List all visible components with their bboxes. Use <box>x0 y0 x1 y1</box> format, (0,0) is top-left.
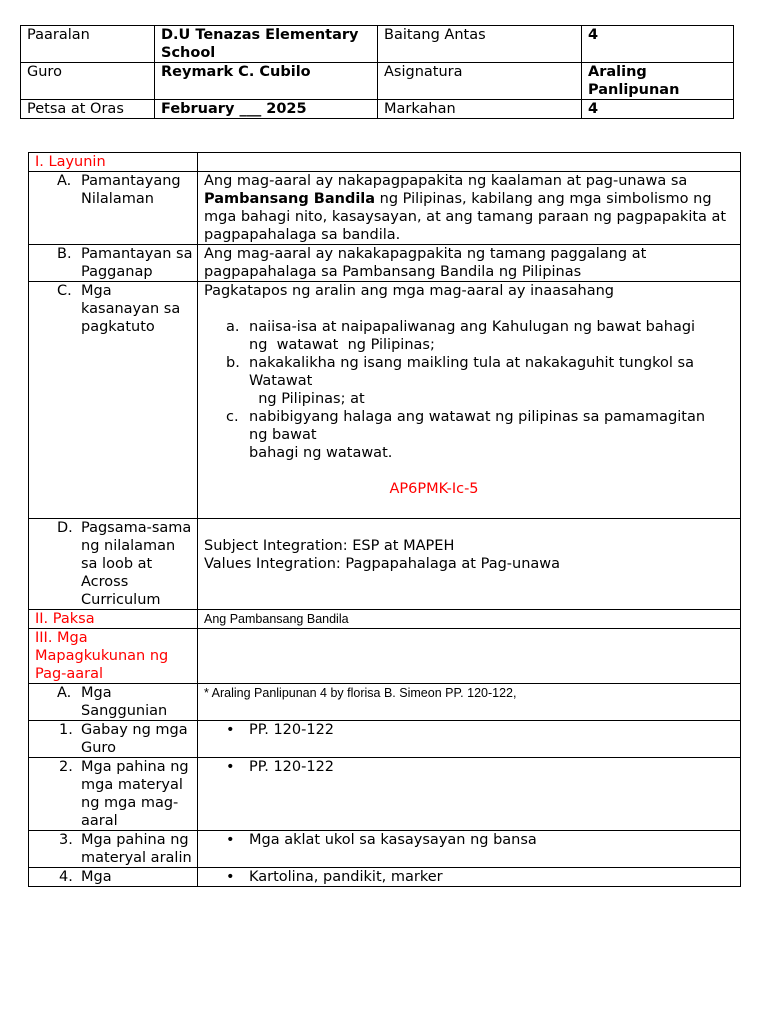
materyal-mag-aaral-label-cell <box>29 758 198 831</box>
pamantayan-pagganap-text: Ang mag-aaral ay nakakapagpakita ng tamang paggalang at pagpapahalaga sa Pambansang Bandila ng Pilipinas <box>198 245 741 282</box>
competency-code: AP6PMK-Ic-5 <box>389 481 479 497</box>
pambansang-bandila-bold: Pambansang Bandila <box>204 191 376 207</box>
guro-label: Guro <box>21 63 155 100</box>
kagamitan-empty-cell <box>198 629 741 684</box>
kasanayan-row <box>29 282 741 519</box>
pamantayan-pagganap-label: Pamantayan sa Pagganap <box>81 246 193 280</box>
objective-line: ng watawat ng Pilipinas; <box>249 337 435 353</box>
integration-label: Pagsama-sama ng nilalaman sa loob at Across Curriculum <box>81 520 192 608</box>
kasanayan-label-cell <box>29 282 198 519</box>
paaralan-value: D.U Tenazas Elementary School <box>155 26 378 63</box>
materyal-aralin-label: Mga pahina ng materyal aralin <box>81 832 192 866</box>
bullet-icon: • <box>226 722 235 738</box>
list-marker: c. <box>226 409 239 425</box>
bullet-icon: • <box>226 832 235 848</box>
resource-row <box>29 758 741 831</box>
integration-content <box>198 519 741 610</box>
list-marker: C. <box>57 283 72 299</box>
bullet-icon: • <box>226 869 235 885</box>
text-segment: ng Pilipinas, kabilang ang mga simbolismo ng mga bahagi nito, kasaysayan, at ang tamang paraan ng pagpapakita at pagpapahalaga sa bandila. <box>204 191 727 243</box>
baitang-label: Baitang Antas <box>378 26 582 63</box>
objective-item-b <box>204 354 734 408</box>
header-table <box>20 25 734 119</box>
list-marker: 1. <box>59 722 73 738</box>
layunin-title: I. Layunin <box>29 153 198 172</box>
pamantayan-pagganap-row <box>29 245 741 282</box>
paksa-row <box>29 610 741 629</box>
lesson-plan-table <box>28 152 741 887</box>
subject-integration: Subject Integration: ESP at MAPEH <box>204 538 455 554</box>
layunin-section-row <box>29 153 741 172</box>
materyal-mag-aaral-label: Mga pahina ng mga materyal ng mga mag-aaral <box>81 759 189 829</box>
list-marker: 4. <box>59 869 73 885</box>
objective-line: ng bawat <box>249 427 317 443</box>
objective-line: nakakalikha ng isang maikling tula at nakakaguhit tungkol sa <box>249 355 694 371</box>
list-marker: a. <box>226 319 240 335</box>
materyal-mag-aaral-value: PP. 120-122 <box>249 759 335 775</box>
gabay-guro-value-cell <box>198 721 741 758</box>
list-marker: 3. <box>59 832 73 848</box>
list-marker: 2. <box>59 759 73 775</box>
bullet-icon: • <box>226 759 235 775</box>
iba-pang-kagamitan-label-cell <box>29 868 198 887</box>
integration-row <box>29 519 741 610</box>
iba-pang-kagamitan-label: Mga <box>81 869 112 885</box>
resource-row <box>29 831 741 868</box>
list-marker: b. <box>226 355 240 371</box>
iba-pang-kagamitan-value-cell <box>198 868 741 887</box>
resource-row <box>29 721 741 758</box>
bullet-item <box>204 758 734 776</box>
materyal-aralin-label-cell <box>29 831 198 868</box>
materyal-aralin-value-cell <box>198 831 741 868</box>
integration-label-cell <box>29 519 198 610</box>
kasanayan-label: Mga kasanayan sa pagkatuto <box>81 283 181 335</box>
objective-line: naiisa-isa at naipapaliwanag ang Kahulugan ng bawat bahagi <box>249 319 696 335</box>
sanggunian-row <box>29 684 741 721</box>
header-row-school <box>21 26 734 63</box>
materyal-aralin-value: Mga aklat ukol sa kasaysayan ng bansa <box>249 832 537 848</box>
kagamitan-section-row <box>29 629 741 684</box>
kasanayan-content <box>198 282 741 519</box>
petsa-value: February ___ 2025 <box>155 100 378 119</box>
objective-line: nabibigyang halaga ang watawat ng pilipinas sa pamamagitan <box>249 409 706 425</box>
asignatura-label: Asignatura <box>378 63 582 100</box>
header-row-date <box>21 100 734 119</box>
paaralan-label: Paaralan <box>21 26 155 63</box>
list-marker: A. <box>57 685 72 701</box>
objective-line: bahagi ng watawat. <box>249 445 393 461</box>
objective-line: ng Pilipinas; at <box>249 391 365 407</box>
kagamitan-title: III. Mga Mapagkukunan ng Pag-aaral <box>29 629 198 684</box>
sanggunian-label: Mga Sanggunian <box>81 685 168 719</box>
gabay-guro-label-cell <box>29 721 198 758</box>
resource-row <box>29 868 741 887</box>
objective-item-c <box>204 408 734 462</box>
gabay-guro-label: Gabay ng mga Guro <box>81 722 188 756</box>
paksa-value: Ang Pambansang Bandila <box>198 610 741 629</box>
layunin-empty-cell <box>198 153 741 172</box>
asignatura-value: Araling Panlipunan <box>582 63 734 100</box>
paksa-title: II. Paksa <box>29 610 198 629</box>
bullet-item <box>204 868 734 886</box>
baitang-value: 4 <box>582 26 734 63</box>
markahan-label: Markahan <box>378 100 582 119</box>
markahan-value: 4 <box>582 100 734 119</box>
header-row-teacher <box>21 63 734 100</box>
bullet-item <box>204 831 734 849</box>
list-marker: B. <box>57 246 72 262</box>
pamantayang-nilalaman-label-cell <box>29 172 198 245</box>
bullet-item <box>204 721 734 739</box>
list-marker: A. <box>57 173 72 189</box>
list-marker: D. <box>57 520 73 536</box>
pamantayang-nilalaman-label: Pamantayang Nilalaman <box>81 173 181 207</box>
pamantayan-pagganap-label-cell <box>29 245 198 282</box>
text-segment: Ang mag-aaral ay nakapagpapakita ng kaalaman at pag-unawa sa <box>204 173 688 189</box>
gabay-guro-value: PP. 120-122 <box>249 722 335 738</box>
kasanayan-intro: Pagkatapos ng aralin ang mga mag-aaral ay inaasahang <box>204 283 615 299</box>
pamantayang-nilalaman-text <box>198 172 741 245</box>
guro-value: Reymark C. Cubilo <box>155 63 378 100</box>
objective-line: Watawat <box>249 373 313 389</box>
values-integration: Values Integration: Pagpapahalaga at Pag-unawa <box>204 556 561 572</box>
materyal-mag-aaral-value-cell <box>198 758 741 831</box>
sanggunian-label-cell <box>29 684 198 721</box>
objective-item-a <box>204 318 734 354</box>
petsa-label: Petsa at Oras <box>21 100 155 119</box>
sanggunian-value: * Araling Panlipunan 4 by florisa B. Simeon PP. 120-122, <box>198 684 741 721</box>
pamantayang-nilalaman-row <box>29 172 741 245</box>
iba-pang-kagamitan-value: Kartolina, pandikit, marker <box>249 869 443 885</box>
